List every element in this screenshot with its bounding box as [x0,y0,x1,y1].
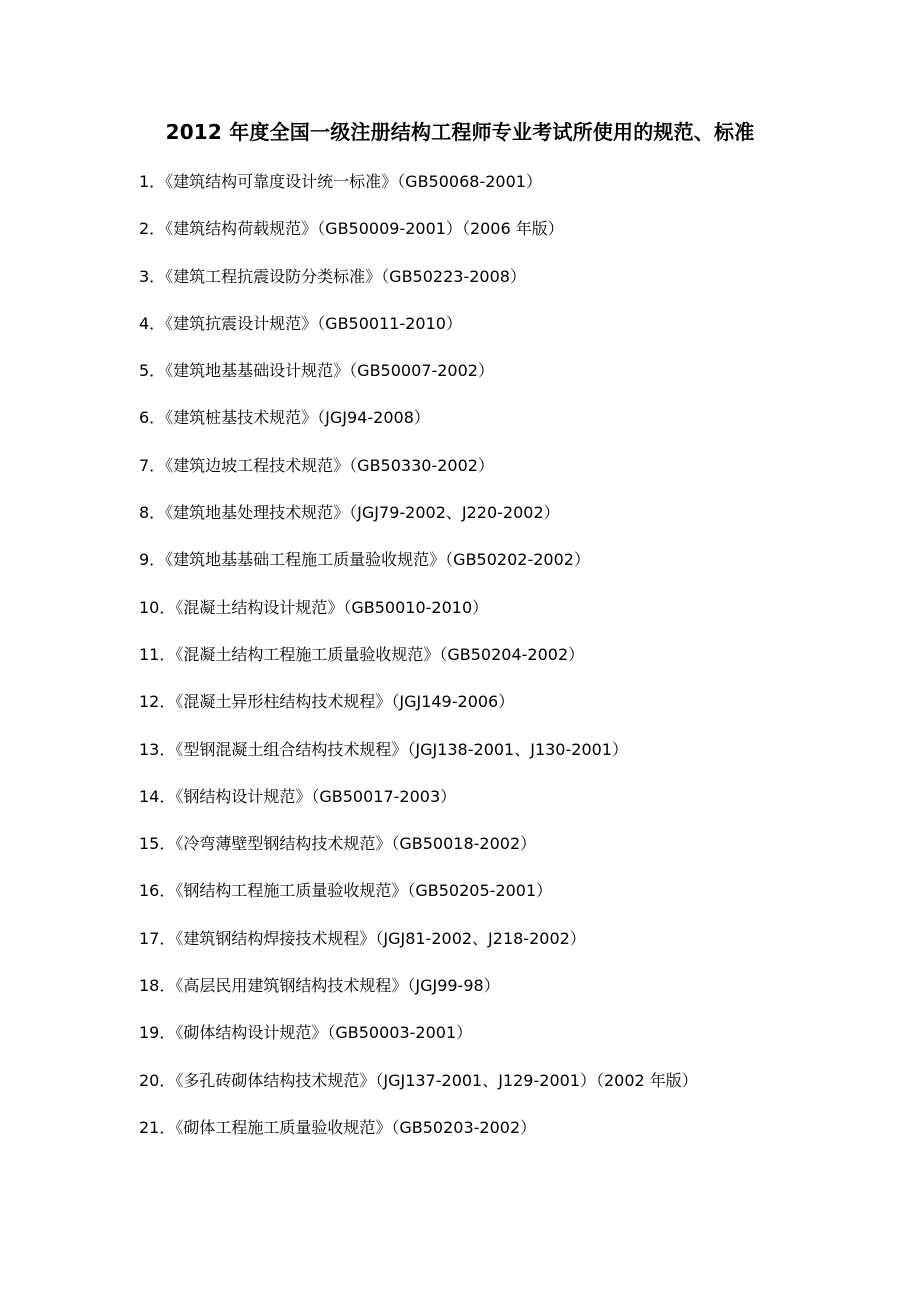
list-item: 10．《混凝土结构设计规范》（GB50010-2010） [139,597,489,617]
list-item: 17．《建筑钢结构焊接技术规程》（JGJ81-2002、J218-2002） [139,928,586,948]
list-item: 1．《建筑结构可靠度设计统一标准》（GB50068-2001） [139,172,542,191]
list-item: 20．《多孔砖砌体结构技术规范》（JGJ137-2001、J129-2001）（2002 年版） [139,1070,698,1090]
list-item: 4．《建筑抗震设计规范》（GB50011-2010） [139,313,462,333]
list-item: 8．《建筑地基处理技术规范》（JGJ79-2002、J220-2002） [139,503,560,523]
list-item: 21．《砌体工程施工质量验收规范》（GB50203-2002） [139,1117,537,1137]
list-item: 14．《钢结构设计规范》（GB50017-2003） [139,786,457,806]
list-item: 2．《建筑结构荷载规范》（GB50009-2001）（2006 年版） [139,219,564,239]
list-item: 15．《冷弯薄壁型钢结构技术规范》（GB50018-2002） [139,834,537,854]
list-item: 9．《建筑地基基础工程施工质量验收规范》（GB50202-2002） [139,550,590,570]
list-item: 19．《砌体结构设计规范》（GB50003-2001） [139,1023,473,1043]
list-item: 7．《建筑边坡工程技术规范》（GB50330-2002） [139,455,494,475]
list-item: 11．《混凝土结构工程施工质量验收规范》（GB50204-2002） [139,644,585,664]
list-item: 12．《混凝土异形柱结构技术规程》（JGJ149-2006） [139,692,515,712]
list-item: 13．《型钢混凝土组合结构技术规程》（JGJ138-2001、J130-2001） [139,739,628,759]
document-title: 2012 年度全国一级注册结构工程师专业考试所使用的规范、标准 [165,120,755,144]
list-item: 3．《建筑工程抗震设防分类标准》（GB50223-2008） [139,266,526,286]
list-item: 18．《高层民用建筑钢结构技术规程》（JGJ99-98） [139,976,500,996]
list-item: 5．《建筑地基基础设计规范》（GB50007-2002） [139,361,494,381]
list-item: 6．《建筑桩基技术规范》（JGJ94-2008） [139,408,430,428]
list-item: 16．《钢结构工程施工质量验收规范》（GB50205-2001） [139,881,553,901]
standards-list [139,166,779,1143]
